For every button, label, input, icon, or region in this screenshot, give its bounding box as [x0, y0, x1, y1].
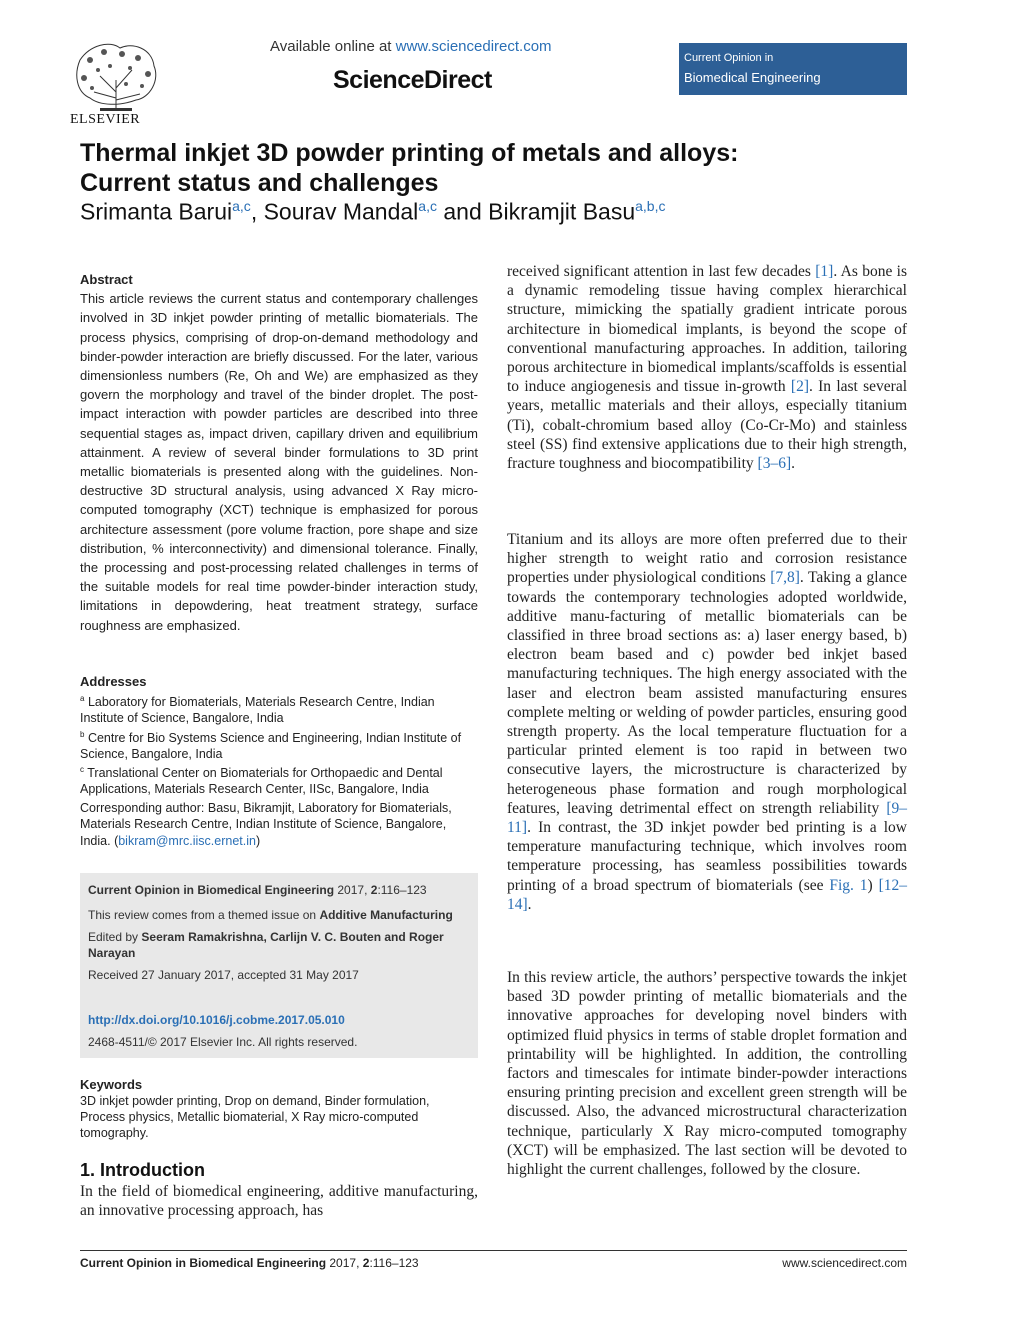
citation-volume: 2 — [370, 883, 378, 897]
elsevier-logo — [70, 40, 162, 126]
abstract-heading: Abstract — [80, 272, 133, 287]
author-affiliation[interactable]: a,b,c — [635, 198, 666, 214]
doi-url[interactable]: http://dx.doi.org/10.1016/j.cobme.2017.05.010 — [88, 1013, 345, 1027]
address-text: Laboratory for Biomaterials, Materials Research Centre, Indian Institute of Science, Bangalore, India — [80, 694, 435, 725]
themed-issue-line — [88, 907, 470, 923]
editors-names: Seeram Ramakrishna, Carlijn V. C. Bouten and Roger Narayan — [88, 930, 444, 960]
address-item — [80, 727, 478, 763]
footer-year: 2017, — [329, 1256, 360, 1270]
figure-link[interactable]: Fig. 1 — [829, 876, 868, 894]
text-run: Titanium and its alloys are more often preferred due to their higher strength to weight ratio and corrosion resistance properties under physiological conditions — [507, 531, 907, 587]
keywords-text: 3D inkjet powder printing, Drop on demand, Binder formulation, Process physics, Metallic biomaterial, X Ray micro-computed tomography. — [80, 1094, 430, 1140]
text-run: . In last several years, metallic materials and their alloys, especially titanium (Ti), cobalt-chromium based alloy (Co-Cr-Mo) and stainless steel (SS) find extensive applications due to their high strength, fracture toughness and biocompatibility — [507, 378, 908, 473]
address-text: Centre for Bio Systems Science and Engineering, Indian Institute of Science, Bangalore, India — [80, 730, 462, 761]
author-name[interactable]: Bikramjit Basu — [488, 198, 636, 225]
citation-link[interactable]: [2] — [790, 378, 809, 396]
doi-link[interactable] — [88, 1012, 470, 1028]
corresponding-author: Corresponding author: Basu, Bikramjit, Laboratory for Biomaterials, Materials Research Centre, Indian Institute of Science, Bangalore, India. (bikram@mrc.iisc.ernet.in) — [80, 801, 452, 848]
edited-prefix: Edited by — [88, 930, 139, 944]
author-affiliation[interactable]: a,c — [232, 198, 251, 214]
footer-journal: Current Opinion in Biomedical Engineering — [80, 1256, 327, 1270]
author-separator: , — [250, 198, 258, 225]
citation-journal: Current Opinion in Biomedical Engineering — [88, 883, 335, 897]
copyright-line: 2468-4511/© 2017 Elsevier Inc. All rights reserved. — [88, 1035, 358, 1049]
intro-paragraph-2 — [507, 530, 907, 914]
address-item — [80, 762, 478, 798]
text-run: . — [527, 895, 532, 913]
citation-year: 2017, — [337, 883, 368, 897]
abstract-text: This article reviews the current status and contemporary challenges involved in 3D inkjet powder printing of metallic biomaterials. The process physics, comprising of drop-on-demand methodology and binder-powder interaction are briefly discussed. For the later, various dimensionless numbers (Re, Oh and We) are emphasized as they govern the morphology and travel of the binder droplet. The post-impact interaction with powder particles are described into three sequential stages as, impact driven, capillary driven and equilibrium attainment. A review of several binder formulations to 3D print metallic biomaterials is presented along with the guidelines. Non-destructive 3D structural analysis, using advanced X Ray micro-computed tomography (XCT) technique is emphasized for porous architecture assessment (pore volume fraction, pore shape and size distribution, % interconnectivity) and dimensional tolerance. Finally, the processing and post-processing related challenges in terms of the suitable models for real time powder-binder interaction study, limitations in depowdering, heat treatment strategy, surface roughness are emphasized. — [80, 291, 478, 633]
footer-citation — [80, 1256, 419, 1270]
citation-pages: :116–123 — [377, 883, 427, 897]
author-separator: and — [443, 198, 482, 225]
text-run: received significant attention in last few decades — [507, 263, 811, 280]
author-name[interactable]: Sourav Mandal — [263, 198, 419, 225]
corresponding-text: Corresponding author: Basu, Bikramjit, Laboratory for Biomaterials, Materials Research Centre, Indian Institute of Science, Bangalore, India. — [80, 801, 452, 848]
citation-link[interactable]: [9–11] — [507, 799, 907, 837]
text-run: . As bone is a dynamic remodeling tissue having complex hierarchical structure, mimicking the spatially gradient intricate porous architecture in biomedical implants, is beyond the scope of conventional manufacturing approaches. In addition, tailoring porous architecture in biomedical implants/scaffolds is essential to induce angiogenesis and tissue in-growth — [507, 263, 907, 396]
citation-line — [88, 882, 470, 898]
address-mark: b — [80, 729, 85, 739]
addresses-section — [80, 674, 478, 798]
article-info-box — [80, 873, 478, 1058]
addresses-heading: Addresses — [80, 674, 147, 689]
address-text: Translational Center on Biomaterials for Orthopaedic and Dental Applications, Materials Research Center, IISc, Bangalore, India — [80, 766, 443, 797]
abstract-section — [80, 270, 478, 635]
author-name[interactable]: Srimanta Barui — [80, 198, 233, 225]
citation-link[interactable]: [1] — [815, 263, 834, 280]
intro-paragraph-start: In the field of biomedical engineering, additive manufacturing, an innovative processing approach, has — [80, 1183, 478, 1220]
citation-link[interactable]: [7,8] — [770, 569, 800, 587]
theme-name: Additive Manufacturing — [319, 908, 453, 922]
address-mark: a — [80, 693, 85, 703]
keywords-heading: Keywords — [80, 1077, 143, 1092]
corresponding-email-link[interactable]: bikram@mrc.iisc.ernet.in — [118, 833, 256, 848]
intro-paragraph-3: In this review article, the authors’ perspective towards the inkjet based 3D powder printing of metallic biomaterials and the innovative approaches for developing novel binders with optimized fluid physics in terms of stable droplet formation and printability will be highlighted. In addition, the controlling factors and timescales for intimate binder-powder interactions ensuring printing precision and excellent green strength will be discussed. Also, the advanced microstructural characterization technique, particularly X Ray micro-computed tomography (XCT) will be emphasized. The last section will be devoted to highlight the current challenges, followed by the closure. — [507, 969, 907, 1179]
journal-badge — [679, 43, 907, 95]
journal-badge-line2: Biomedical Engineering — [684, 70, 821, 85]
footer-url[interactable]: www.sciencedirect.com — [782, 1256, 907, 1270]
footer-pages: :116–123 — [369, 1256, 419, 1270]
text-run: . — [791, 455, 795, 473]
address-item — [80, 691, 478, 727]
address-mark: c — [80, 765, 84, 775]
footer-volume: 2 — [362, 1256, 370, 1270]
sciencedirect-link[interactable]: www.sciencedirect.com — [395, 38, 552, 55]
citation-link[interactable]: [3–6] — [757, 455, 792, 473]
author-list — [80, 198, 665, 226]
intro-paragraph-1 — [507, 262, 907, 473]
keywords-section — [80, 1077, 478, 1141]
intro-heading: 1. Introduction — [80, 1160, 205, 1180]
sciencedirect-brand: ScienceDirect — [333, 66, 492, 94]
text-run: ) — [867, 876, 873, 894]
available-prefix: Available online at — [270, 38, 392, 55]
text-run: . Taking a glance towards the contemporary technologies adopted worldwide, additive manu-facturing of metallic biomaterials can be classified in three broad sections as: a) laser energy based, b) electron beam based and c) powder bed inkjet based manufacturing techniques. The high energy associated with the laser and electron beam assisted manufacturing ensures complete melting or welding of powder particles, ensuring good strength property. As the local temperature fluctuation for a particular printed element is too rapid in between two consecutive layers, the microstructure is characterized by heterogeneous phase formation and rough morphological features, leaving detrimental effect on strength reliability — [507, 569, 907, 817]
journal-badge-line1: Current Opinion in — [684, 52, 774, 64]
citation-link[interactable]: [12–14] — [507, 876, 908, 913]
publisher-name: ELSEVIER — [70, 112, 141, 127]
editors-line — [88, 929, 470, 961]
article-title: Thermal inkjet 3D powder printing of metals and alloys: Current status and challenges — [80, 139, 739, 197]
text-run: . In contrast, the 3D inkjet powder bed printing is a low temperature manufacturing technique, which involves room temperature processing, has seamless possibilities towards printing of a broad spectrum of biomaterials (see — [507, 819, 907, 894]
available-online — [270, 38, 552, 55]
received-line: Received 27 January 2017, accepted 31 May 2017 — [88, 968, 359, 982]
footer-divider — [80, 1250, 907, 1251]
theme-prefix: This review comes from a themed issue on — [88, 908, 317, 922]
author-affiliation[interactable]: a,c — [418, 198, 437, 214]
